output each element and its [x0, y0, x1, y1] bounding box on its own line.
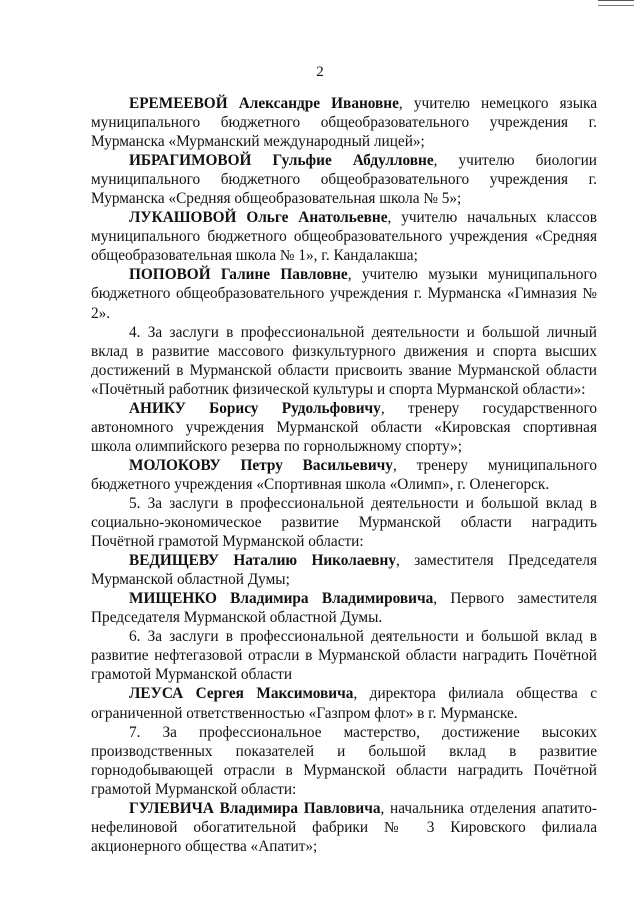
awardee-name: ПОПОВОЙ Галине Павловне	[129, 266, 348, 284]
paragraph-text: 6. За заслуги в профессиональной деятельности и большой вклад в развитие нефтегазовой отрасли в Мурманской области наградить Почётной грамотой Мурманской области	[91, 628, 597, 684]
clause-4-paragraph	[91, 323, 597, 399]
paragraph-text: , тренеру государственного автономного учреждения Мурманской области «Кировская спортивная школа олимпийского резерва по горнолыжному спорту»;	[91, 399, 597, 455]
award-paragraph-popova	[91, 265, 597, 322]
awardee-name: МИЩЕНКО Владимира Владимировича	[129, 590, 434, 608]
awardee-name: ЛЕУСА Сергея Максимовича	[129, 685, 354, 703]
clause-6-paragraph	[91, 627, 597, 684]
awardee-name: МОЛОКОВУ Петру Васильевичу	[129, 456, 393, 474]
award-paragraph-molokov	[91, 456, 597, 494]
award-paragraph-gulevich	[91, 799, 597, 856]
paragraph-text: , начальника отделения апатито-нефелиновой обогатительной фабрики № 3 Кировского филиала акционерного общества «Апатит»;	[91, 799, 597, 855]
award-paragraph-lukashova	[91, 208, 597, 265]
awardee-name: ЕРЕМЕЕВОЙ Александре Ивановне	[129, 95, 399, 112]
paragraph-text: , учителю немецкого языка муниципального бюджетного общеобразовательного учреждения г. Мурманска «Мурманский международный лицей»;	[91, 95, 597, 151]
award-paragraph-mishchenko	[91, 589, 597, 627]
award-paragraph-eremeeva	[91, 94, 597, 151]
paragraph-text: 7. За профессиональное мастерство, достижение высоких производственных показателей и большой вклад в развитие горнодобывающей отрасли в Мурманской области наградить Почётной грамотой Мурманской области:	[91, 723, 597, 798]
paragraph-text: , Первого заместителя Председателя Мурманской областной Думы.	[91, 590, 597, 627]
paragraph-text: 4. За заслуги в профессиональной деятельности и большой личный вклад в развитие массового физкультурного движения и спорта высших достижений в Мурманской области присвоить звание Мурманской области «Почётный работник физической культуры и спорта Мурманской области»:	[91, 323, 597, 398]
page-number: 2	[316, 64, 324, 80]
award-paragraph-aniku	[91, 399, 597, 456]
clause-5-paragraph	[91, 494, 597, 551]
award-paragraph-leus	[91, 684, 597, 722]
clause-7-paragraph	[91, 723, 597, 799]
paragraph-text: , директора филиала общества с ограниченной ответственностью «Газпром флот» в г. Мурманске.	[91, 685, 597, 722]
document-body	[91, 94, 597, 856]
awardee-name: ВЕДИЩЕВУ Наталию Николаевну	[129, 552, 396, 570]
paragraph-text: , учителю начальных классов муниципального бюджетного общеобразовательного учреждения «Средняя общеобразовательная школа № 1», г. Кандалакша;	[91, 209, 597, 265]
paragraph-text: , заместителя Председателя Мурманской областной Думы;	[91, 552, 597, 589]
awardee-name: ГУЛЕВИЧА Владимира Павловича	[129, 799, 381, 817]
award-paragraph-vedishcheva	[91, 551, 597, 589]
awardee-name: АНИКУ Борису Рудольфовичу	[129, 399, 381, 417]
awardee-name: ИБРАГИМОВОЙ Гульфие Абдулловне	[129, 152, 434, 170]
awardee-name: ЛУКАШОВОЙ Ольге Анатольевне	[129, 209, 388, 227]
paragraph-text: , тренеру муниципального бюджетного учреждения «Спортивная школа «Олимп», г. Оленегорск.	[91, 456, 597, 493]
paragraph-text: , учителю музыки муниципального бюджетного общеобразовательного учреждения г. Мурманска «Гимназия № 2».	[91, 266, 597, 322]
corner-scan-mark	[598, 0, 634, 6]
award-paragraph-ibragimova	[91, 151, 597, 208]
paragraph-text: 5. За заслуги в профессиональной деятельности и большой вклад в социально-экономическое развитие Мурманской области наградить Почётной грамотой Мурманской области:	[91, 494, 597, 551]
paragraph-text: , учителю биологии муниципального бюджетного общеобразовательного учреждения г. Мурманска «Средняя общеобразовательная школа № 5»;	[91, 152, 597, 208]
